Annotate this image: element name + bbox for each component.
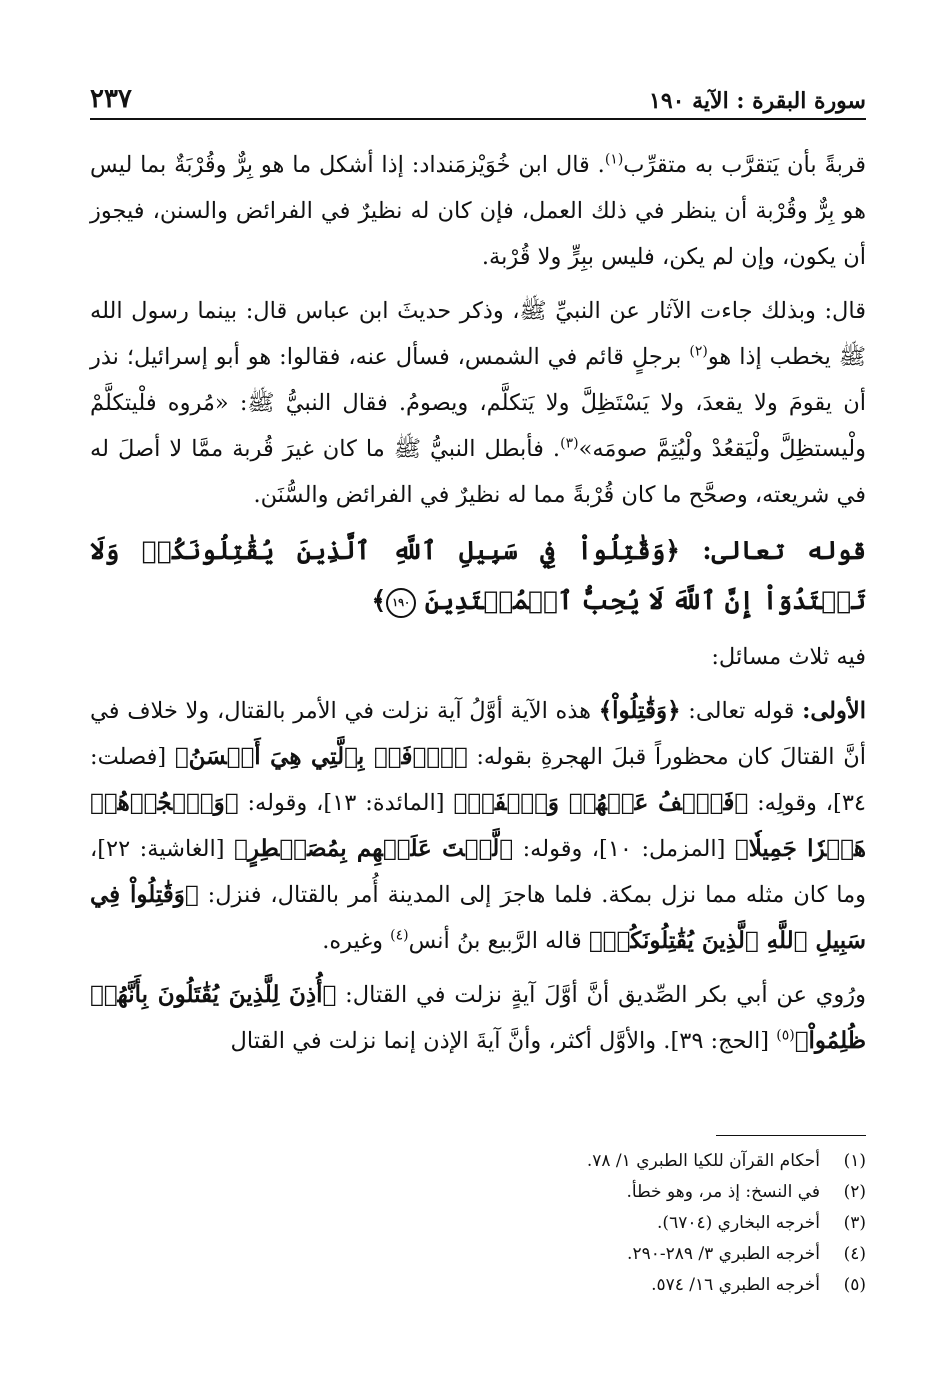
quran-quote: ﴿أُذِنَ لِلَّذِينَ يُقَٰتَلُونَ بِأَنَّهُمۡ ظُلِمُواْ﴾ (90, 981, 866, 1054)
paragraph-4 (90, 688, 866, 964)
quran-quote: ﴿ٱدۡفَعۡ بِٱلَّتِي هِيَ أَحۡسَنُ﴾ (174, 743, 468, 770)
verse-heading (90, 526, 866, 626)
footnote-divider (716, 1135, 866, 1136)
verse-lead: قوله تعالى: (679, 536, 866, 565)
ayah-number-marker: ١٩٠ (386, 588, 416, 618)
footnote-text: في النسخ: إذ مر، وهو خطأ. (626, 1182, 820, 1202)
quran-quote: ﴿وَٱهۡجُرۡهُمۡ هَجۡرٗا جَمِيلٗا﴾ (90, 789, 866, 862)
footnote-item (90, 1208, 866, 1239)
verse-text: ﴿وَقَٰتِلُواْ فِي سَبِيلِ ٱللَّهِ ٱلَّذِينَ يُقَٰتِلُونَكُمۡ وَلَا تَعۡتَدُوٓاْ إِنَّ ٱللَّهَ لَا يُحِبُّ ٱلۡمُعۡتَدِينَ (90, 536, 866, 615)
text-run: قال: وبذلك جاءت الآثار عن النبيِّ ﷺ، وذكر حديثَ ابن عباس قال: بينما رسول الله ﷺ يخطب إذا هو (90, 298, 867, 370)
text-run: هذه الآية أوَّلُ آية نزلت في الأمر بالقتال، ولا خلاف في أنَّ القتالَ كان محظوراً قبلَ الهجرةِ بقوله: (90, 698, 867, 770)
verse-close-bracket: ﴾ (371, 586, 387, 615)
text-run: وغيره. (322, 928, 391, 954)
footnote-item (90, 1239, 866, 1270)
quran-quote: ﴿وَقَٰتِلُواْ﴾ (598, 697, 681, 724)
paragraph-5 (90, 972, 866, 1064)
footnote-marker-3: (٣) (560, 435, 579, 452)
quran-quote: ﴿وَقَٰتِلُواْ فِي سَبِيلِ ٱللَّهِ ٱلَّذِينَ يُقَٰتِلُونَكُمۡ﴾ (90, 881, 866, 954)
footnote-item (90, 1146, 866, 1177)
text-run: فيه ثلاث مسائل: (711, 644, 866, 670)
footnote-text: أخرجه الطبري ٣/ ٢٨٩-٢٩٠. (627, 1244, 820, 1264)
text-run: برجلٍ قائم في الشمس، فسأل عنه، فقالوا: هو أبو إسرائيل؛ نذر أن يقومَ ولا يقعدَ، ولا يَسْتَظِلَّ ولا يَتكلَّم، ويصومُ. فقال النبيُّ ﷺ: «مُروه فلْيتكلَّمْ ولْيستظِلَّ ولْيَقعُدْ ولْيُتِمَّ صومَه» (90, 344, 866, 462)
quran-quote: ﴿لَّسۡتَ عَلَيۡهِم بِمُصَيۡطِرٍ﴾ (234, 835, 514, 862)
footnote-marker-5: (٥) (776, 1027, 795, 1044)
footnote-item (90, 1177, 866, 1208)
footnotes (90, 1135, 866, 1301)
paragraph-1 (90, 142, 866, 280)
footnote-number: (٣) (843, 1213, 866, 1233)
text-run: [فصلت: ٣٤]، وقولِه: (90, 744, 866, 816)
quran-quote: ﴿فَٱعۡفُ عَنۡهُمۡ وَٱصۡفَحۡ﴾ (453, 789, 749, 816)
footnote-marker-2: (٢) (689, 343, 708, 360)
footnote-number: (٢) (843, 1182, 866, 1202)
footnote-number: (١) (843, 1151, 866, 1171)
issue-lead: الأولى: (802, 698, 866, 724)
text-run: [الحج: ٣٩]. والأوَّل أكثر، وأنَّ آيةَ الإذن إنما نزلت في القتال (230, 1028, 777, 1054)
text-run: [المائدة: ١٣]، وقوله: (238, 790, 454, 816)
footnote-number: (٤) (843, 1244, 866, 1264)
footnote-text: أحكام القرآن للكيا الطبري ١/ ٧٨. (586, 1151, 820, 1171)
footnote-marker-1: (١) (604, 151, 624, 168)
text-run: قوله تعالى: (680, 698, 803, 724)
page (90, 80, 866, 1072)
text-run: ورُوي عن أبي بكر الصِّديق أنَّ أوَّلَ آيةٍ نزلت في القتال: (336, 982, 866, 1008)
text-run: . قال ابن خُوَيْزمَنداد: إذا أشكل ما هو بِرٌّ وقُرْبَةٌ بما ليس هو بِرٌّ وقُرْبة أن ينظر في ذلك العمل، فإن كان له نظيرٌ في الفرائض والسنن، فيجوز أن يكون، وإن لم يكن، فليس ببِرٍّ ولا قُرْبة. (90, 152, 866, 270)
text-run: قربةً بأن يَتقرَّب به متقرِّب (623, 152, 866, 178)
text-run: . فأبطل النبيُّ ﷺ ما كان غيرَ قُربة ممَّا لا أصلَ له في شريعته، وصحَّح ما كان قُرْبةً مما له نظيرٌ في الفرائض والسُّنَن. (90, 436, 866, 508)
footnote-text: أخرجه البخاري (٦٧٠٤). (657, 1213, 820, 1233)
footnote-marker-4: (٤) (390, 927, 409, 944)
main-text (90, 142, 866, 1064)
running-header (90, 80, 866, 120)
paragraph-2 (90, 288, 866, 518)
surah-title: سورة البقرة : الآية ١٩٠ (649, 88, 866, 114)
footnote-text: أخرجه الطبري ١٦/ ٥٧٤. (651, 1275, 820, 1295)
page-number: ٢٣٧ (90, 84, 132, 114)
text-run: [الغاشية: ٢٢]، وما كان مثله مما نزل بمكة. فلما هاجرَ إلى المدينة أُمر بالقتال، فنزل: (90, 836, 866, 908)
paragraph-3 (90, 634, 866, 680)
text-run: قاله الرَّبيع بنُ أنس (408, 928, 589, 954)
footnote-number: (٥) (843, 1275, 866, 1295)
footnote-item (90, 1270, 866, 1301)
text-run: [المزمل: ١٠]، وقوله: (513, 836, 735, 862)
